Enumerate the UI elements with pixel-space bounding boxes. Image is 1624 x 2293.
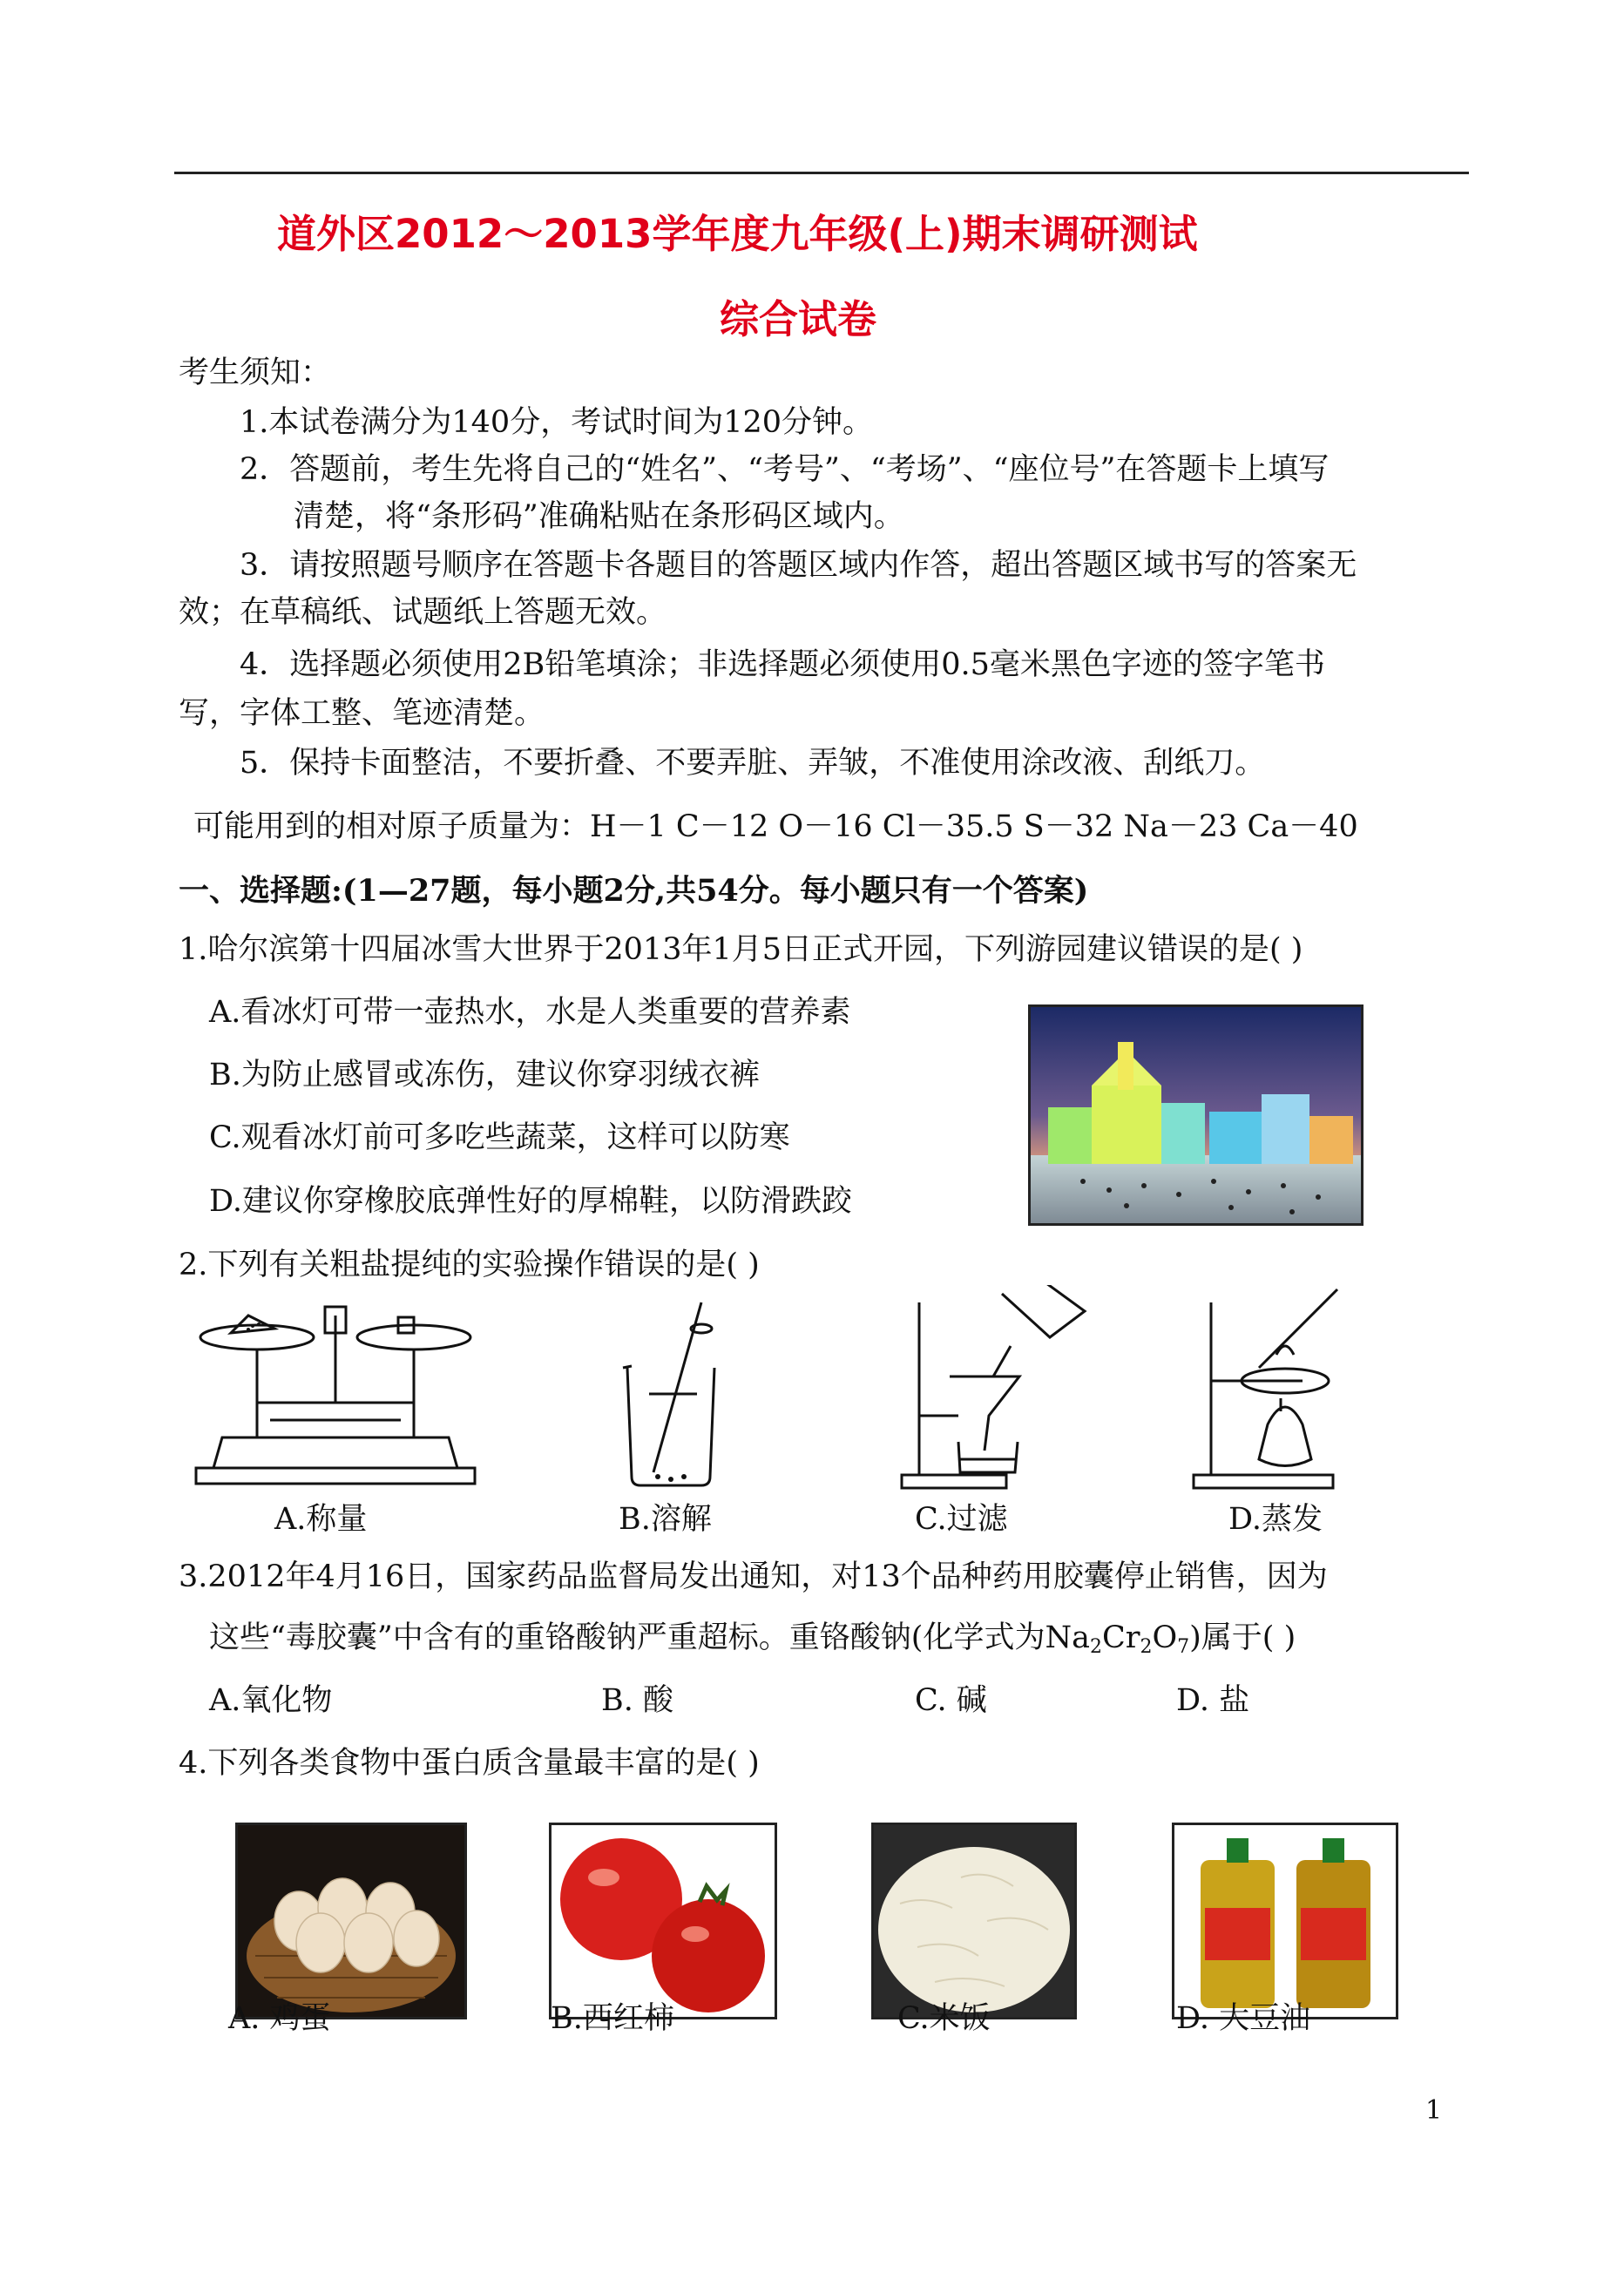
eggs-photo [235, 1823, 467, 2019]
evaporation-diagram [1189, 1285, 1390, 1494]
q2-option-a: A.称量 [274, 1502, 368, 1537]
q2-option-d: D.蒸发 [1228, 1502, 1323, 1537]
q4-option-a: A. 鸡蛋 [228, 2001, 331, 2036]
q3-stem-line2: 这些“毒胶囊”中含有的重铬酸钠严重超标。重铬酸钠(化学式为$Na_2Cr_2O_7$)属于( ) [209, 1620, 1296, 1658]
q3-option-d: D. 盐 [1176, 1683, 1250, 1718]
q1-option-a: A.看冰灯可带一壶热水，水是人类重要的营养素 [209, 995, 851, 1030]
beaker-dissolving-diagram [614, 1298, 727, 1490]
q2-option-b: B.溶解 [619, 1502, 712, 1537]
notice-item-3-line2: 效；在草稿纸、试题纸上答题无效。 [179, 595, 667, 630]
filtration-diagram [897, 1285, 1098, 1494]
q4-option-d: D. 大豆油 [1176, 2001, 1311, 2036]
q4-option-b: B.西红柿 [551, 2001, 674, 2036]
notice-item-5: 5．保持卡面整洁，不要折叠、不要弄脏、弄皱，不准使用涂改液、刮纸刀。 [240, 746, 1266, 781]
soybean-oil-photo [1172, 1823, 1398, 2019]
q4-stem: 4.下列各类食物中蛋白质含量最丰富的是( ) [179, 1746, 760, 1781]
rice-photo [871, 1823, 1077, 2019]
atomic-masses: 可能用到的相对原子质量为：H－1 C－12 O－16 Cl－35.5 S－32 Na－23 Ca－40 [193, 809, 1358, 844]
notice-item-4-line2: 写，字体工整、笔迹清楚。 [179, 696, 545, 731]
balance-scale-diagram [187, 1298, 484, 1490]
q1-stem: 1.哈尔滨第十四届冰雪大世界于2013年1月5日正式开园，下列游园建议错误的是( ) [179, 932, 1303, 967]
ice-lantern-photo [1028, 1004, 1363, 1226]
q1-option-c: C.观看冰灯前可多吃些蔬菜，这样可以防寒 [209, 1120, 790, 1155]
q3-option-a: A.氧化物 [209, 1683, 333, 1718]
exam-subtitle: 综合试卷 [720, 296, 877, 342]
notice-item-1: 1.本试卷满分为140分，考试时间为120分钟。 [240, 405, 874, 440]
notice-item-4-line1: 4．选择题必须使用2B铅笔填涂；非选择题必须使用0.5毫米黑色字迹的签字笔书 [240, 647, 1325, 682]
q2-stem: 2.下列有关粗盐提纯的实验操作错误的是( ) [179, 1248, 760, 1282]
page-number: 1 [1425, 2095, 1443, 2126]
section-heading: 一、选择题:(1—27题，每小题2分,共54分。每小题只有一个答案) [179, 873, 1089, 909]
top-rule [174, 172, 1469, 174]
q1-option-d: D.建议你穿橡胶底弹性好的厚棉鞋，以防滑跌跤 [209, 1184, 852, 1219]
q3-stem-line1: 3.2012年4月16日，国家药品监督局发出通知，对13个品种药用胶囊停止销售，因为 [179, 1559, 1328, 1594]
q3-option-b: B. 酸 [601, 1683, 673, 1718]
notice-item-3-line1: 3．请按照题号顺序在答题卡各题目的答题区域内作答，超出答题区域书写的答案无 [240, 548, 1357, 583]
notice-item-2-line2: 清楚，将“条形码”准确粘贴在条形码区域内。 [294, 499, 904, 534]
notice-item-2-line1: 2．答题前，考生先将自己的“姓名”、“考号”、“考场”、“座位号”在答题卡上填写 [240, 452, 1330, 487]
notice-heading: 考生须知： [179, 355, 332, 390]
q1-option-b: B.为防止感冒或冻伤，建议你穿羽绒衣裤 [209, 1058, 760, 1092]
q4-option-c: C.米饭 [897, 2001, 991, 2036]
tomatoes-photo [549, 1823, 777, 2019]
q2-option-c: C.过滤 [915, 1502, 1008, 1537]
q3-option-c: C. 碱 [915, 1683, 987, 1718]
exam-title: 道外区2012～2013学年度九年级(上)期末调研测试 [277, 211, 1198, 257]
